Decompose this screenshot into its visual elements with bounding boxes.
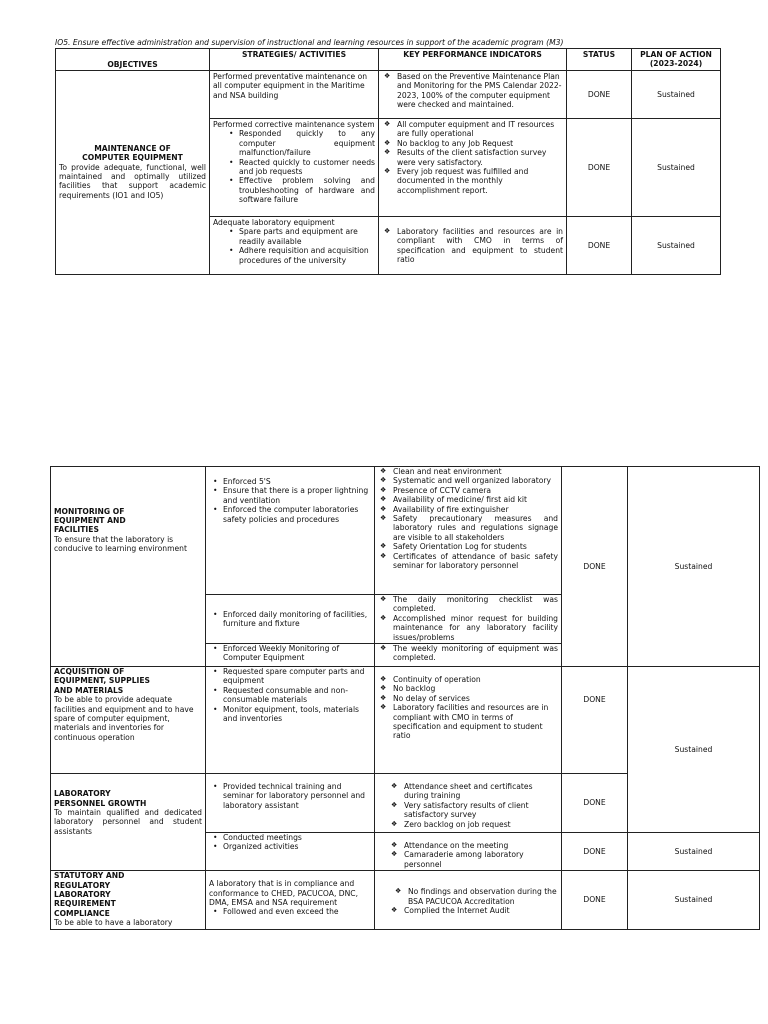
- kpi-item: ❖ Availability of fire extinguisher: [393, 505, 558, 514]
- plan-cell: Sustained: [632, 119, 721, 217]
- objective-title-line3: AND MATERIALS: [54, 685, 124, 695]
- strategy-bullet: • Effective problem solving and troubleshooting of hardware and software failure: [239, 176, 375, 204]
- strategy-bullet: • Spare parts and equipment are readily available: [239, 227, 375, 246]
- kpi-cell: [379, 71, 567, 119]
- kpi-item: ❖ Clean and neat environment: [393, 467, 558, 476]
- kpi-item: ❖ Attendance on the meeting: [404, 841, 558, 850]
- strategy-bullet: • Organized activities: [223, 842, 371, 851]
- objective-title-line1: LABORATORY: [54, 789, 111, 799]
- plan-cell: Sustained: [628, 467, 760, 667]
- strategy-text: Adequate laboratory equipment: [213, 218, 335, 227]
- kpi-cell: [379, 119, 567, 217]
- strategy-cell: [210, 71, 379, 119]
- objective-description: To be able to provide adequate facilities and equipment and to have spare of computer equipment, materials and inventories for continuous operation: [54, 695, 194, 742]
- header-plan-year: (2023-2024): [649, 59, 703, 69]
- kpi-cell: [375, 871, 562, 929]
- strategy-cell: [206, 833, 375, 871]
- kpi-item: ❖ No delay of services: [393, 694, 558, 703]
- strategy-bullet: • Enforced Weekly Monitoring of Computer Equipment: [223, 644, 371, 663]
- strategy-bullet: • Ensure that there is a proper lightning and ventilation: [223, 486, 371, 505]
- objectives-table-1: [55, 48, 721, 275]
- kpi-cell: [375, 467, 562, 595]
- kpi-item: ❖ The weekly monitoring of equipment was completed.: [393, 644, 558, 663]
- table-row: [51, 871, 760, 929]
- table-row: [51, 467, 760, 595]
- header-strategies: STRATEGIES/ ACTIVITIES: [210, 49, 379, 71]
- status-value: DONE: [583, 695, 606, 705]
- strategy-bullet: • Conducted meetings: [223, 833, 371, 842]
- kpi-item: ❖ Safety precautionary measures and laboratory rules and regulations signage are visible to all stakeholders: [393, 514, 558, 542]
- objective-title-line2: COMPUTER EQUIPMENT: [82, 153, 183, 163]
- kpi-item: ❖ The daily monitoring checklist was completed.: [393, 595, 558, 614]
- status-cell: DONE: [567, 217, 632, 275]
- strategy-cell: [206, 595, 375, 644]
- kpi-item: ❖ Complied the Internet Audit: [404, 906, 558, 915]
- section-heading: IO5. Ensure effective administration and supervision of instructional and learning resources in support of the academic program (M3): [55, 38, 564, 47]
- table-header-row: [56, 49, 721, 71]
- status-cell: DONE: [562, 467, 628, 667]
- objective-title-line2: PERSONNEL GROWTH: [54, 798, 147, 808]
- objective-title-line1: MONITORING OF: [54, 506, 125, 516]
- objective-title-line4: REQUIREMENT: [54, 899, 116, 909]
- kpi-item: ❖ Continuity of operation: [393, 675, 558, 684]
- objective-cell: [56, 71, 210, 275]
- objective-title-line1: MAINTENANCE OF: [94, 143, 171, 153]
- plan-cell: Sustained: [632, 71, 721, 119]
- kpi-item: ❖ Safety Orientation Log for students: [393, 542, 558, 551]
- kpi-item: ❖ No findings and observation during the BSA PACUCOA Accreditation: [408, 887, 558, 906]
- strategy-cell: [206, 467, 375, 595]
- status-cell: DONE: [567, 71, 632, 119]
- strategy-cell: [206, 774, 375, 833]
- kpi-item: ❖ Accomplished minor request for building maintenance for any laboratory facility issues/problems: [393, 614, 558, 642]
- strategy-bullet: • Adhere requisition and acquisition procedures of the university: [239, 246, 375, 265]
- kpi-item: ❖ Laboratory facilities and resources are in compliant with CMO in terms of specification and equipment to student ratio: [393, 703, 558, 741]
- status-cell: [562, 667, 628, 774]
- objective-cell-statutory: [51, 871, 206, 929]
- kpi-item: ❖ Availability of medicine/ first aid kit: [393, 495, 558, 504]
- strategy-text: Performed corrective maintenance system: [213, 120, 375, 129]
- objectives-table-2: [50, 466, 760, 930]
- status-cell: DONE: [562, 774, 628, 833]
- objective-title-line2: REGULATORY: [54, 880, 111, 890]
- strategy-bullet: • Enforced the computer laboratories safety policies and procedures: [223, 505, 371, 524]
- objective-cell-acquisition: [51, 667, 206, 774]
- kpi-item: ❖ Results of the client satisfaction survey were very satisfactory.: [397, 148, 563, 167]
- kpi-item: ❖ Systematic and well organized laboratory: [393, 476, 558, 485]
- objective-title-line3: FACILITIES: [54, 525, 99, 535]
- strategy-bullet: • Responded quickly to any computer equipment malfunction/failure: [239, 129, 375, 157]
- objective-title-line1: ACQUISITION OF: [54, 667, 125, 677]
- kpi-item: ❖ No backlog: [393, 684, 558, 693]
- header-plan-label: PLAN OF ACTION: [640, 50, 712, 59]
- kpi-item: ❖ Certificates of attendance of basic safety seminar for laboratory personnel: [393, 552, 558, 571]
- strategy-bullet: • Enforced 5'S: [223, 477, 371, 486]
- kpi-cell: [375, 595, 562, 644]
- strategy-bullet: • Requested spare computer parts and equipment: [223, 667, 371, 686]
- strategy-cell: [206, 644, 375, 667]
- strategy-cell: [210, 217, 379, 275]
- kpi-item: ❖ Every job request was fulfilled and documented in the monthly accomplishment report.: [397, 167, 563, 195]
- kpi-item: ❖ Presence of CCTV camera: [393, 486, 558, 495]
- strategy-text: A laboratory that is in compliance and conformance to CHED, PACUCOA, DNC, DMA, EMSA and NSA requirement: [209, 879, 359, 908]
- kpi-item: ❖ Camaraderie among laboratory personnel: [404, 850, 558, 869]
- objective-description: To ensure that the laboratory is conducive to learning environment: [54, 534, 187, 554]
- kpi-item: ❖ Based on the Preventive Maintenance Plan and Monitoring for the PMS Calendar 2022-2023, 100% of the computer equipment were checked and maintained.: [397, 72, 563, 110]
- strategy-bullet: • Requested consumable and non-consumable materials: [223, 686, 371, 705]
- kpi-item: ❖ All computer equipment and IT resources are fully operational: [397, 120, 563, 139]
- strategy-bullet: • Provided technical training and seminar for laboratory personnel and laboratory assistant: [223, 782, 371, 810]
- header-plan: [632, 49, 721, 71]
- kpi-item: ❖ Zero backlog on job request: [404, 820, 558, 829]
- strategy-cell: [210, 119, 379, 217]
- kpi-item: ❖ Attendance sheet and certificates during training: [404, 782, 558, 801]
- strategy-cell: [206, 667, 375, 774]
- status-cell: DONE: [562, 833, 628, 871]
- kpi-cell: [375, 774, 562, 833]
- objective-title-line1: STATUTORY AND: [54, 871, 125, 881]
- objective-cell-monitoring: [51, 467, 206, 667]
- kpi-cell: [375, 667, 562, 774]
- table-row: [51, 667, 760, 774]
- plan-cell: Sustained: [628, 833, 760, 871]
- strategy-cell: [206, 871, 375, 929]
- header-objectives: OBJECTIVES: [56, 49, 210, 71]
- plan-cell: Sustained: [632, 217, 721, 275]
- strategy-bullet: • Followed and even exceed the: [223, 907, 371, 916]
- kpi-cell: [375, 833, 562, 871]
- strategy-bullet: • Reacted quickly to customer needs and job requests: [239, 158, 375, 177]
- status-cell: DONE: [562, 871, 628, 929]
- kpi-item: ❖ Laboratory facilities and resources are in compliant with CMO in terms of specification and equipment to student ratio: [397, 227, 563, 265]
- objective-description: To be able to have a laboratory: [54, 918, 173, 928]
- kpi-item: ❖ Very satisfactory results of client satisfactory survey: [404, 801, 558, 820]
- objective-title-line2: EQUIPMENT AND: [54, 515, 126, 525]
- table-row: [56, 71, 721, 119]
- kpi-cell: [375, 644, 562, 667]
- objective-description: To maintain qualified and dedicated laboratory personnel and student assistants: [54, 807, 202, 836]
- plan-cell: Sustained: [628, 667, 760, 833]
- header-kpi: KEY PERFORMANCE INDICATORS: [379, 49, 567, 71]
- objective-title-line3: LABORATORY: [54, 890, 111, 900]
- strategy-text: Performed preventative maintenance on all computer equipment in the Maritime and NSA building: [213, 72, 368, 100]
- strategy-bullet: • Monitor equipment, tools, materials and inventories: [223, 705, 371, 724]
- strategy-bullet: • Enforced daily monitoring of facilities, furniture and fixture: [223, 610, 371, 629]
- header-status: STATUS: [567, 49, 632, 71]
- objective-description: To provide adequate, functional, well maintained and optimally utilized facilities that support academic requirements (IO1 and IO5): [59, 162, 206, 200]
- plan-cell: Sustained: [628, 871, 760, 929]
- kpi-cell: [379, 217, 567, 275]
- objective-cell-personnel: [51, 774, 206, 871]
- objective-title-line5: COMPLIANCE: [54, 908, 110, 918]
- kpi-item: ❖ No backlog to any Job Request: [397, 139, 563, 148]
- page-bottom-mask: [0, 931, 768, 1024]
- status-cell: DONE: [567, 119, 632, 217]
- objective-title-line2: EQUIPMENT, SUPPLIES: [54, 676, 151, 686]
